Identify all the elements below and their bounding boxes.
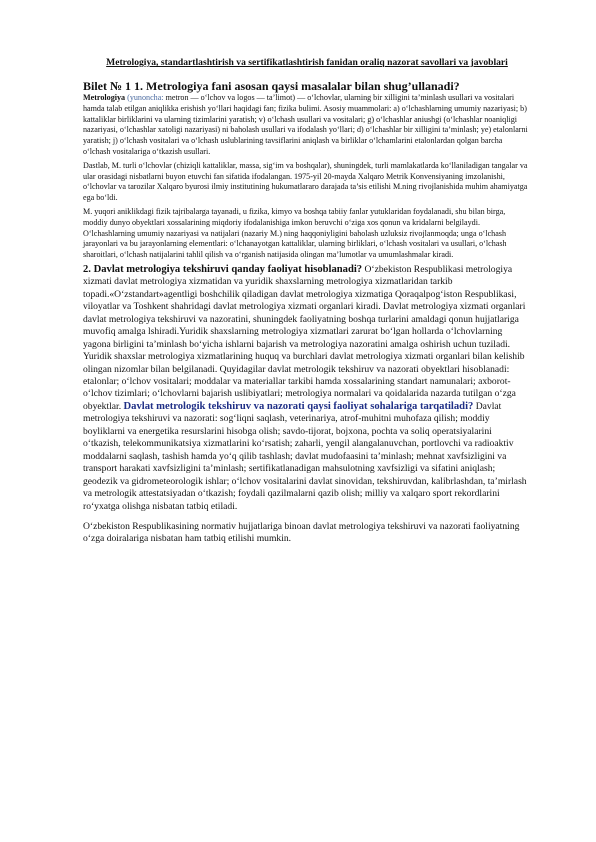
question-1-heading: Bilet № 1 1. Metrologiya fani asosan qaysi masalalar bilan shug’ullanadi? — [83, 79, 460, 93]
document-page — [83, 52, 531, 546]
q1-paragraph-1 — [83, 93, 531, 158]
document-title: Metrologiya, standartlashtirish va sertifikatlashtirish fanidan oraliq nazorat savollari va javoblari — [106, 57, 508, 68]
term-metrologiya: Metrologiya — [83, 93, 126, 102]
question-2-subheading: Davlat metrologik tekshiruv va nazorati qaysi faoliyat sohalariga tarqatiladi? — [123, 400, 474, 412]
q2-paragraph-final: O‘zbekiston Respublikasining normativ hujjatlariga binoan davlat metrologiya tekshiruvi va nazorati faoliyatning o‘zga doiralariga nisbatan ham tatbiq etilishi mumkin. — [83, 521, 520, 545]
etymology-link[interactable]: (yunoncha: — [127, 93, 164, 102]
q1-paragraph-2: Dastlab, M. turli o‘lchovlar (chiziqli kattaliklar, massa, sig‘im va boshqalar), shuningdek, turli mamlakatlarda ko‘llaniladigan tangalar va ular orasidagi nisbatlarni buyon etuvchi fan sifatida ifodalangan. 1975-yil 20-mayda Xalqaro Metrik Konvensiyaning imzolanishi, o‘lchovlar va tarozilar Xalqaro byurosi ilmiy institutining hukumatlararo darajada ta’sis etilishi M.ning rivojlanishida muhim ahamiyatga ega bo‘ldi. — [83, 160, 528, 203]
paragraph-spacer — [83, 513, 531, 521]
q1-paragraph-3: M. yuqori aniklikdagi fizik tajribalarga tayanadi, u fizika, kimyo va boshqa tabiiy fanlar yutuklaridan foydalanadi, shu bilan birga, moddiy dunyo obyektlari xossalarining miqdoriy ifodalanishiga imkon beruvchi o‘ziga xos qonun va kridalarni belgilaydi. O‘lchashlarning umumiy nazariyasi va natijalari (nazariy M.) ning haqqoniyligini baholash uzluksiz rivojlanmoqda; unga o‘lchash jarayonlari va bu jarayonlarning elementlari: o‘lchanayotgan kattaliklar, ularning birliklari, o‘lchash vositalari va usullari, o‘lchash sharoitlari, o‘lchash natijalarini tahlil qilish va o‘rganish natijasida olingan ma’lumotlar va umumlashmalar kiradi. — [83, 206, 507, 260]
q2-text: O‘zbekiston Respublikasi metrologiya xizmati davlat metrologiya xizmatidan va yuridik shaxslarning metrologiya xizmatlaridan tarkib topadi.«O‘zstandart»agentligi boshchilik qiladigan davlat metrologiya xizmatiga Qoraqalpog‘iston Respublikasi, viloyatlar va Toshkent shahridagi davlat metrologiya xizmati organlari kiradi. Davlat metrologiya xizmati organlari davlat metrologiya tekshiruvi va nazoratini, shuningdek faoliyatning boshqa turlarini amaldagi qonun hujjatlariga muvofiq amalga lshiradi.Yuridik shaxslarning metrologiya xizmatlari zarurat bo‘lgan hollarda o‘lchovlarning yagona birligini ta’minlash bo‘yicha ishlarni bajarish va metrologiya nazoratini amalga oshirish uchun tuziladi. Yuridik shaxslar metrologiya xizmatlarining huquq va burchlari davlat metrologiya xizmati organlari bilan kelishib olingan nizomlar bilan belgilanadi. Quyidagilar davlat metrologik tekshiruv va nazorati obyektlari hisoblanadi: etalonlar; o‘lchov vositalari; moddalar va materiallar tarkibi hamda xossalarining standart namunalari; axborot-o‘lchov tizimlari; o‘lchovlarni bajarish uslibiyatlari; metrologiya normalari va qoidalarida nazarda tutilgan o‘zga obyektlar. — [83, 263, 526, 412]
q1-paragraph-1-text: metron — o‘lchov va logos — ta’limot) — o‘lchovlar, ularning bir xilligini ta’minlash usullari va vositalari hamda talab etilgan aniqlikka erishish yo‘llari haqidagi fan; fizika bulimi. Asosiy muammolari: a) o‘lchashlarning umumiy nazariyasi; b) kattaliklar birliklarini va ularning tizimlarini yaratish; v) o‘lchash usullari va vositalari; g) o‘lchashlar aniushgi (o‘lchashlar noaniqligi nazariyasi, o‘lchashlar xatoligi nazariyasi) ni baholash usullari va ifodalash yo‘llari; d) o‘lchashlar bir xilligini ta’minlash; ye) etalonlarni yaratish; j) o‘lchash vositalari va o‘lchash uslublarining tavsiflarini aniqlash va birliklar o‘lchamlarini etalonlardan qolgan barcha o‘lchash vositalariga o‘tkazish usullari. — [83, 93, 528, 156]
question-2-heading: 2. Davlat metrologiya tekshiruvi qanday faoliyat hisoblanadi? — [83, 263, 363, 275]
q2-text-2: Davlat metrologiya tekshiruvi va nazorati: sog‘liqni saqlash, veterinariya, atrof-muhitni muhofaza qilish; moddiy boyliklarni va energetika resurslarini hisobga olish; savdo-tijorat, bojxona, pochta va soliq operatsiyalarini o‘tkazish, telekommunikatsiya xizmatlarini ko‘rsatish; zaharli, yengil alangalanuvchan, portlovchi va radioaktiv moddalarni saqlash, tashish hamda yo‘q qilib tashlash; davlat mudofaasini ta’minlash; mehnat xavfsizligini va transport harakati xavfsizligini ta’minlash; sertifikatlanadigan mahsulotning xavfsizligi va sifatini aniqlash; geodezik va gidrometeorologik ishlar; o‘lchov vositalarini davlat sinovidan, tekshiruvdan, kalibrlashdan, ta’mirlash va metrologik attestatsiyadan o‘tkazish; foydali qazilmalarni qazib olish; milliy va xalqaro sport rekordlarini ro‘yxatga olishga nisbatan tatbiq etiladi. — [83, 400, 527, 512]
q2-paragraph — [83, 264, 531, 513]
